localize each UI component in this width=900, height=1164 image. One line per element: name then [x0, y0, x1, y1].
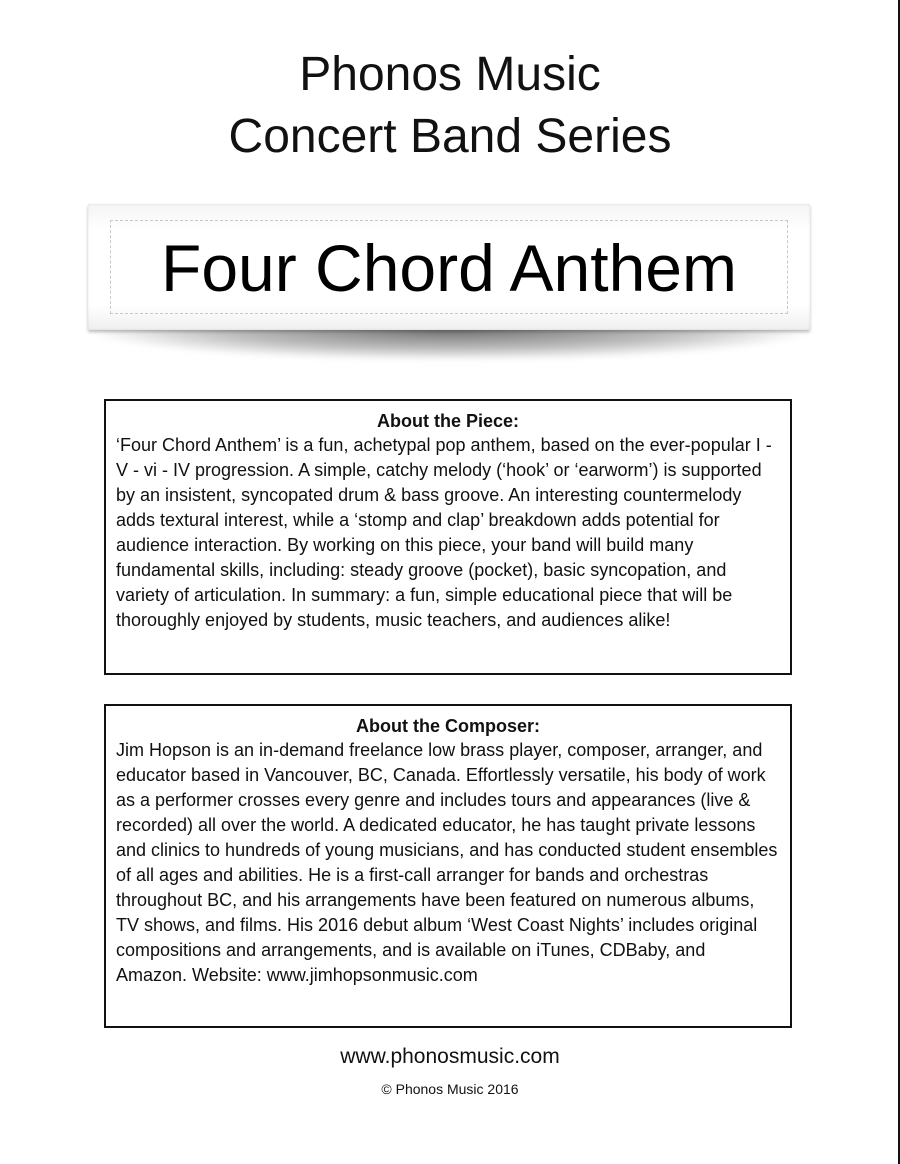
about-composer-text: Jim Hopson is an in-demand freelance low brass player, composer, arranger, and educator based in Vancouver, BC, Canada. Effortlessly versatile, his body of work as a performer crosses every genre and includes tours and appearances (live & recorded) all over the world. A dedicated educator, he has taught private lessons and clinics to hundreds of young musicians, and has conducted student ensembles of all ages and abilities. He is a first-call arranger for bands and orchestras throughout BC, and his arrangements have been featured on numerous albums, TV shows, and films. His 2016 debut album ‘West Coast Nights’ includes original compositions and arrangements, and is available on iTunes, CDBaby, and Amazon. Website: www.jimhopsonmusic.com — [116, 740, 778, 985]
series-line: Concert Band Series — [228, 110, 672, 163]
about-piece-box — [104, 399, 792, 675]
piece-title: Four Chord Anthem — [161, 231, 737, 305]
footer-website: www.phonosmusic.com — [340, 1045, 560, 1068]
about-composer-heading: About the Composer: — [356, 716, 540, 736]
about-piece-text: ‘Four Chord Anthem’ is a fun, achetypal pop anthem, based on the ever-popular I - V - vi - IV progression. A simple, catchy melody (‘hook’ or ‘earworm’) is supported by an insistent, syncopated drum & bass groove. An interesting countermelody adds textural interest, while a ‘stomp and clap’ breakdown adds potential for audience interaction. By working on this piece, your band will build many fundamental skills, including: steady groove (pocket), basic syncopation, and variety of articulation. In summary: a fun, simple educational piece that will be thoroughly enjoyed by students, music teachers, and audiences alike! — [116, 435, 772, 630]
title-banner — [88, 204, 810, 344]
footer-copyright: © Phonos Music 2016 — [381, 1081, 519, 1097]
banner-card — [88, 204, 810, 330]
about-composer-box — [104, 704, 792, 1028]
series-title — [0, 44, 900, 168]
publisher-line: Phonos Music — [299, 48, 601, 101]
about-piece-heading: About the Piece: — [376, 411, 519, 431]
